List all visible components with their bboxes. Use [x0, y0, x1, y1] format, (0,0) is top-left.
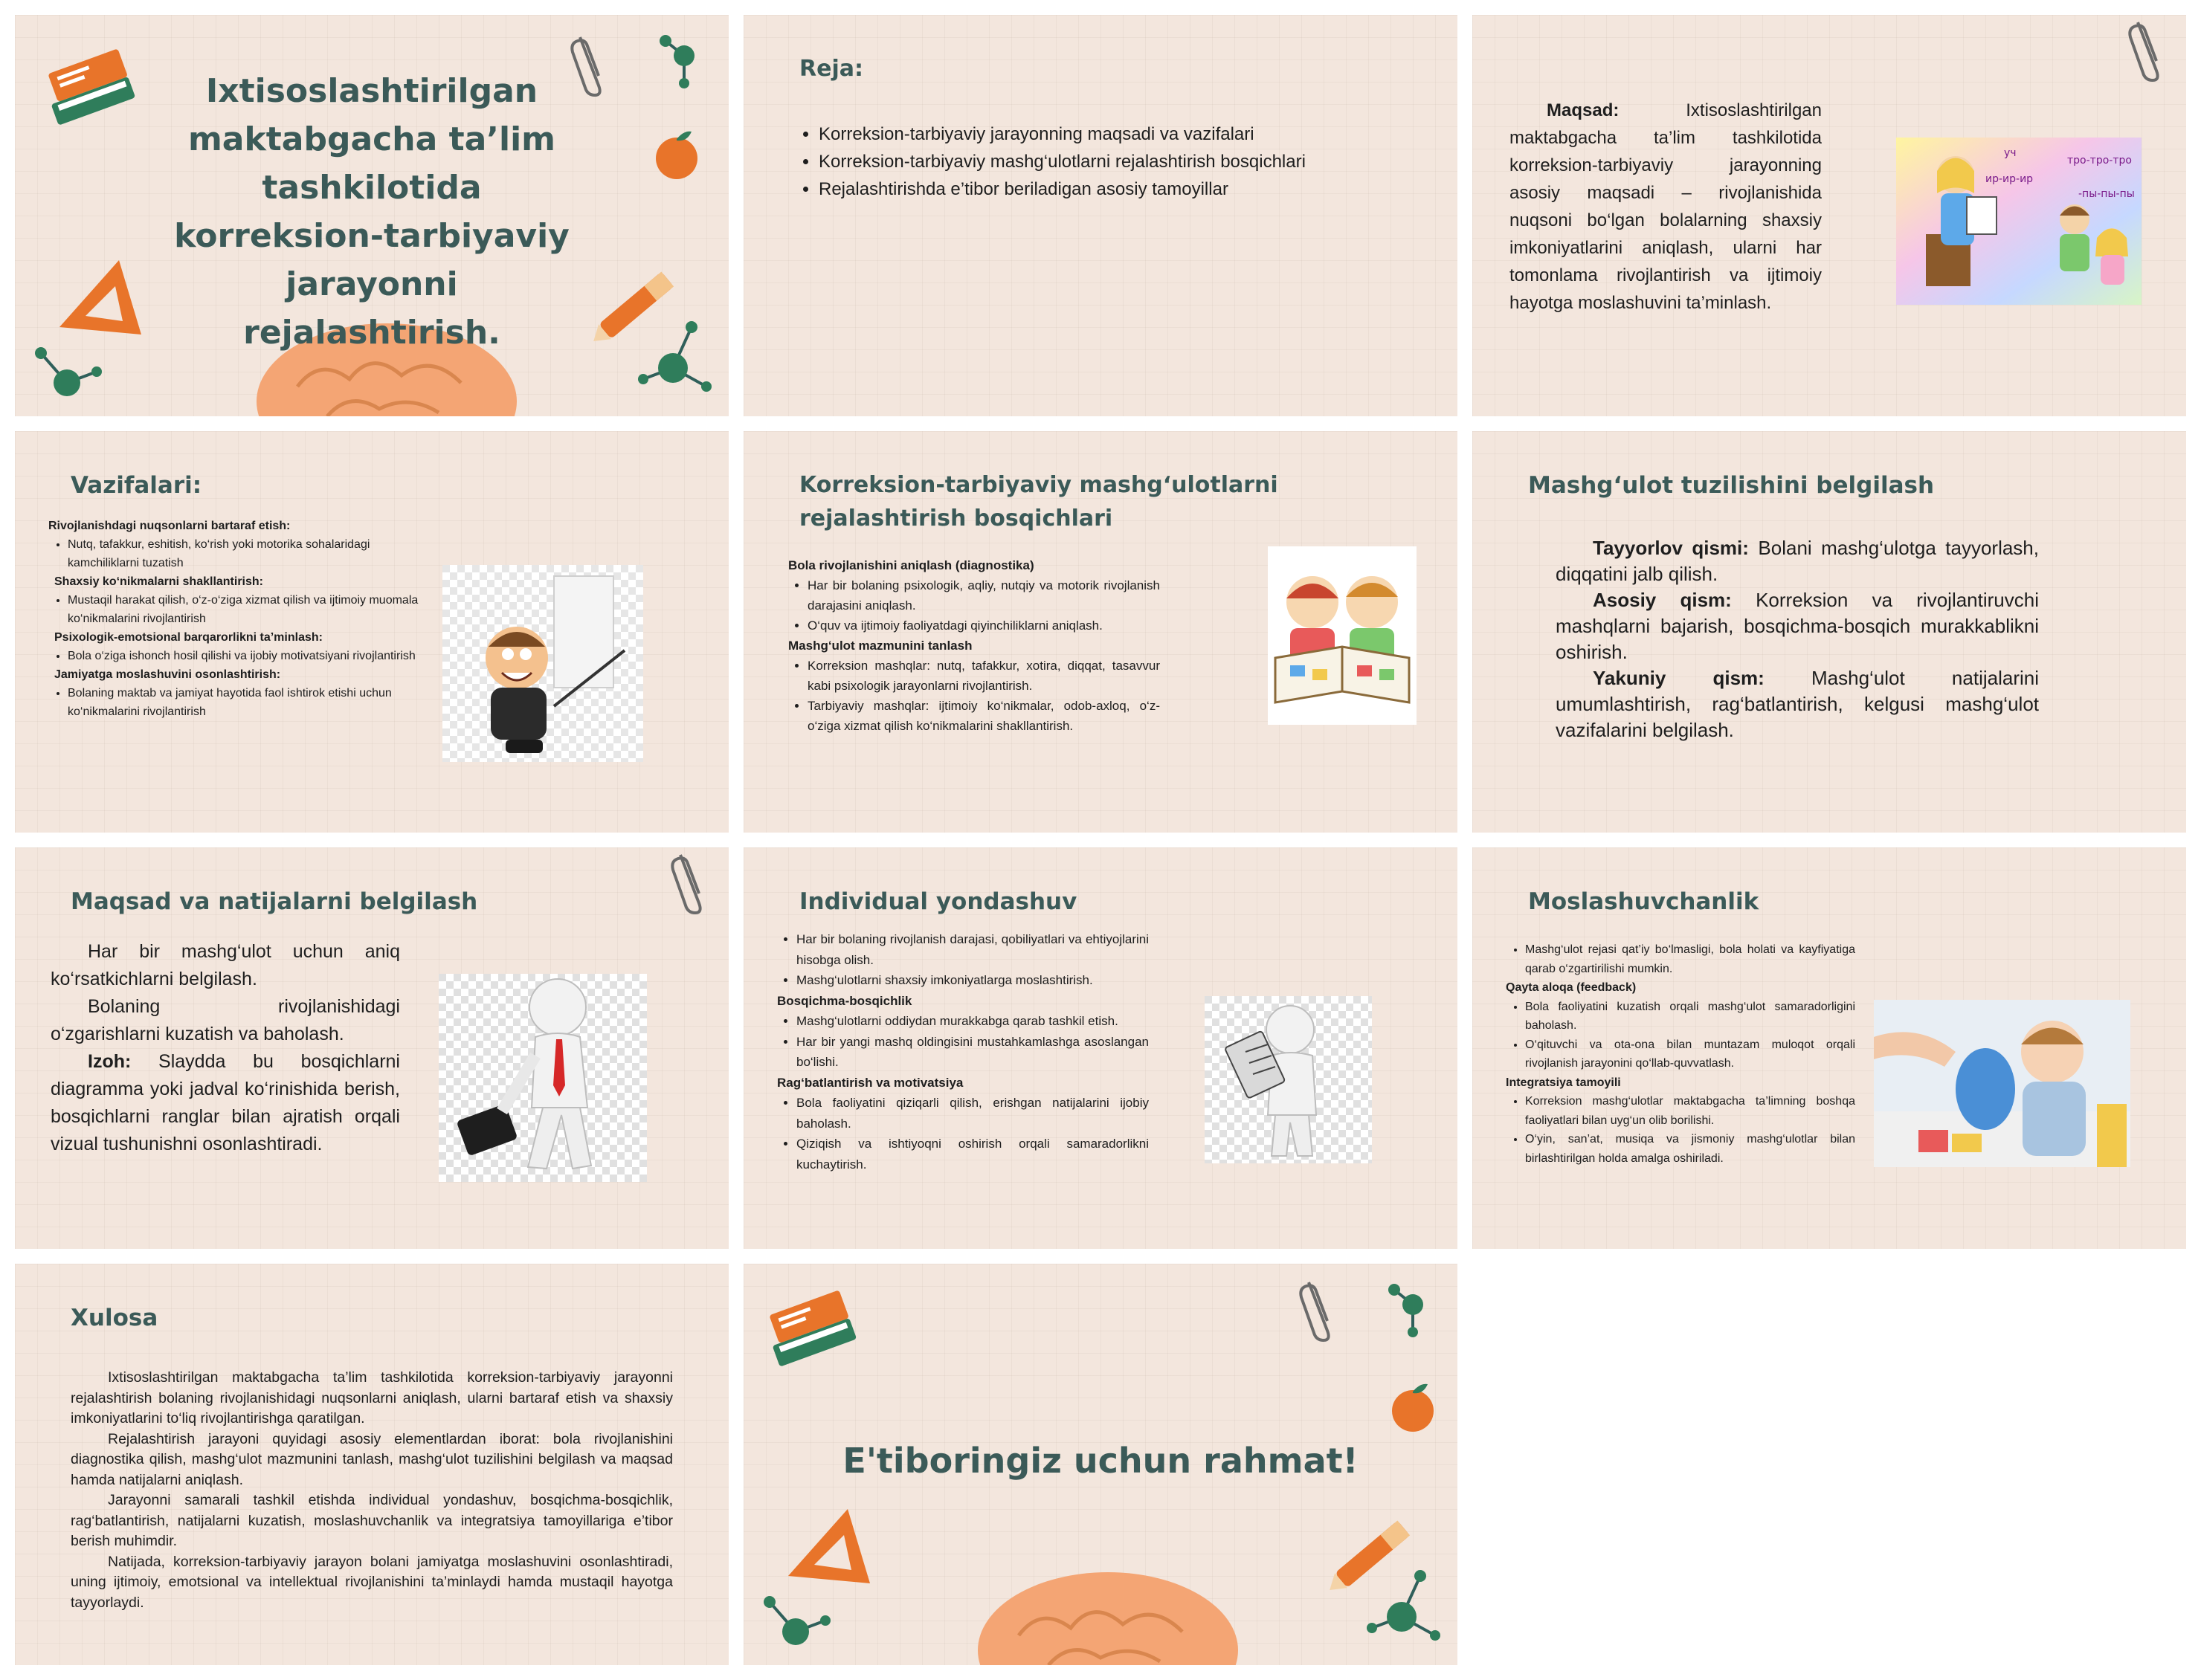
slide-heading: Individual yondashuv: [799, 888, 1077, 915]
task-group-title: Rivojlanishdagi nuqsonlarni bartaraf etish:: [48, 520, 291, 532]
clipboard-figure-illustration: [1205, 996, 1372, 1163]
part-label: Tayyorlov qismi:: [1593, 537, 1749, 559]
goals-block: [51, 938, 400, 1158]
teacher-children-illustration: [1896, 138, 2142, 305]
part-text: Korreksion va rivojlantiruvchi mashqlarni bajarish, bosqichma-bosqich murakkablikni oshirish.: [1556, 589, 2039, 663]
list-item: • Mustaqil harakat qilish, o‘z-o‘ziga xizmat qilish va ijtimoiy muomala ko‘nikmalarini rivojlantirish: [68, 591, 420, 628]
paperclip-icon: [2127, 15, 2171, 82]
list-item: • Korreksion mashqlar: nutq, tafakkur, xotira, diqqat, tasavvur kabi psixologik jarayonlarni rivojlantirish.: [808, 656, 1160, 696]
thanks-title: E'tiboringiz uchun rahmat!: [842, 1441, 1359, 1481]
principle-title: Qayta aloqa (feedback): [1506, 981, 1637, 994]
list-item: • Korreksion-tarbiyaviy jarayonning maqsadi va vazifalari: [819, 120, 1443, 148]
tasks-block: [48, 517, 420, 721]
image-label: тро-тро-тро: [2067, 155, 2132, 167]
list-item: • Korreksion mashg‘ulotlar maktabgacha ta’limning boshqa faoliyatlari bilan uyg‘un olib borilishi.: [1525, 1092, 1855, 1130]
list-item: • Korreksion-tarbiyaviy mashg‘ulotlarni rejalashtirish bosqichlari: [819, 148, 1443, 175]
list-item: • Har bir bolaning rivojlanish darajasi, qobiliyatlari va ehtiyojlarini hisobga olish.: [796, 929, 1149, 970]
teacher-pointer-illustration: [442, 565, 643, 762]
image-label: ир-ир-ир: [1985, 173, 2034, 185]
paragraph: Natijada, korreksion-tarbiyaviy jarayon bolani jamiyatga moslashuvini osonlashtiradi, uning ijtimoiy, emotsional va intellektual rivojlanishini ta’minlaydi hamda mustaqil hayotga tayyorlaydi.: [71, 1553, 673, 1611]
slide-heading: Mashg‘ulot tuzilishini belgilash: [1528, 472, 1935, 499]
paperclip-icon: [1298, 1275, 1342, 1342]
paragraph: Bolaning rivojlanishidagi o‘zgarishlarni kuzatish va baholash.: [51, 996, 400, 1044]
task-group-title: Psixologik-emotsional barqarorlikni ta’minlash:: [54, 631, 323, 644]
list-item: • O‘yin, san’at, musiqa va jismoniy mashg‘ulotlar bilan birlashtirilgan holda amalga oshiriladi.: [1525, 1130, 1855, 1168]
books-icon: [762, 1279, 866, 1383]
slide-maqsad[interactable]: [1472, 15, 2186, 416]
slide-moslashuvchanlik[interactable]: [1472, 847, 2186, 1249]
slide-bosqichlar[interactable]: [744, 431, 1457, 833]
paragraph: Ixtisoslashtirilgan maktabgacha ta’lim tashkilotida korreksion-tarbiyaviy jarayonni rejalashtirish bolaning rivojlanishidagi nuqsonlarni aniqlash, ularni bartaraf etish va shaxsiy imkoniyatlarini to‘liq rivojlantirishga qaratilgan.: [71, 1369, 673, 1427]
image-label: уч: [2004, 147, 2017, 159]
slide-heading: Xulosa: [71, 1305, 158, 1331]
list-item: • Bola o‘ziga ishonch hosil qilishi va ijobiy motivatsiyani rivojlantirish: [68, 647, 420, 665]
brain-icon: [974, 1568, 1242, 1665]
slide-tuzilish[interactable]: [1472, 431, 2186, 833]
list-item: • Bola faoliyatini kuzatish orqali mashg‘ulot samaradorligini baholash.: [1525, 998, 1855, 1036]
goal-label: Maqsad:: [1547, 100, 1620, 120]
slide-xulosa[interactable]: [15, 1264, 729, 1665]
goal-text: Ixtisoslashtirilgan maktabgacha ta’lim tashkilotida korreksion-tarbiyaviy jarayonning asosiy maqsadi – rivojlanishida nuqsoni bo‘lgan bolalarning shaxsiy imkoniyatlarini aniqlash, ularni har tomonlama rivojlantirish va ijtimoiy hayotga moslashuvini ta’minlash.: [1509, 100, 1822, 313]
paragraph: Jarayonni samarali tashkil etishda individual yondashuv, bosqichma-bosqichlik, rag‘batlantirish, natijalarni kuzatish, moslashuvchanlik va integratsiya tamoyillariga e’tibor berish muhimdir.: [71, 1492, 673, 1549]
individual-block: [777, 929, 1149, 1175]
principle-title: Rag‘batlantirish va motivatsiya: [777, 1075, 964, 1090]
list-item: • Har bir yangi mashq oldingisini mustahkamlashga asoslangan bo‘lishi.: [796, 1032, 1149, 1073]
list-item: • Mashg‘ulotlarni shaxsiy imkoniyatlarga moslashtirish.: [796, 970, 1149, 991]
structure-block: [1556, 535, 2039, 743]
task-group-title: Shaxsiy ko‘nikmalarni shakllantirish:: [54, 575, 263, 588]
kids-reading-illustration: [1268, 546, 1417, 725]
slide-heading: Maqsad va natijalarni belgilash: [71, 888, 478, 915]
list-item: • Nutq, tafakkur, eshitish, ko‘rish yoki motorika sohalaridagi kamchiliklarni tuzatish: [68, 535, 420, 572]
molecule-icon: [632, 312, 721, 401]
part-text: Bolani mashg‘ulotga tayyorlash, diqqatini jalb qilish.: [1556, 537, 2039, 585]
note-label: Izoh:: [88, 1051, 132, 1072]
slide-maqsad-natija[interactable]: [15, 847, 729, 1249]
paperclip-icon: [669, 847, 714, 914]
slide-heading: Korreksion-tarbiyaviy mashg‘ulotlarni rejalashtirish bosqichlari: [799, 472, 1278, 532]
principle-title: Bosqichma-bosqichlik: [777, 993, 912, 1008]
molecule-icon: [26, 342, 108, 416]
slide-reja[interactable]: [744, 15, 1457, 416]
list-item: • Mashg‘ulotlarni oddiydan murakkabga qarab tashkil etish.: [796, 1011, 1149, 1032]
slide-heading: Moslashuvchanlik: [1528, 888, 1759, 915]
molecule-icon: [1379, 1279, 1446, 1345]
triangle-ruler-icon: [781, 1502, 877, 1591]
task-group-title: Jamiyatga moslashuvini osonlashtirish:: [54, 668, 281, 681]
list-item: • Rejalashtirishda e’tibor beriladigan asosiy tamoyillar: [819, 175, 1443, 203]
list-item: • O‘quv va ijtimoiy faoliyatdagi qiyinchiliklarni aniqlash.: [808, 616, 1160, 636]
stages-block: [788, 555, 1160, 736]
flexibility-block: [1506, 940, 1855, 1168]
slide-title[interactable]: [15, 15, 729, 416]
part-text: Mashg‘ulot natijalarini umumlashtirish, rag‘batlantirish, kelgusi mashg‘ulot vazifalarini belgilash.: [1556, 667, 2039, 741]
principle-title: Integratsiya tamoyili: [1506, 1076, 1621, 1089]
apple-icon: [1390, 1375, 1443, 1435]
slide-vazifalari[interactable]: [15, 431, 729, 833]
list-item: • O‘qituvchi va ota-ona bilan muntazam muloqot orqali rivojlanish jarayonini qo‘llab-quvvatlash.: [1525, 1036, 1855, 1073]
note-text: Slaydda bu bosqichlarni diagramma yoki jadval ko‘rinishida berish, bosqichlarni ranglar bilan ajratish orqali vizual tushunishni osonlashtiradi.: [51, 1051, 400, 1154]
part-label: Yakuniy qism:: [1593, 667, 1765, 689]
molecule-icon: [651, 30, 718, 97]
slide-title-text: Ixtisoslashtirilgan maktabgacha ta’lim tashkilotida korreksion-tarbiyaviy jarayonni rejalashtirish.: [174, 72, 570, 352]
triangle-ruler-icon: [52, 253, 149, 342]
paragraph: Rejalashtirish jarayoni quyidagi asosiy elementlardan iborat: bola rivojlanishini diagnostika qilish, mashg‘ulot mazmunini tanlash, mashg‘ulot tuzilishini belgilash va maqsad hamda natijalarni aniqlash.: [71, 1430, 673, 1488]
plan-list: [799, 120, 1443, 203]
businessman-illustration: [439, 974, 647, 1182]
child-playing-photo: [1874, 1000, 2130, 1167]
list-item: • Qiziqish va ishtiyoqni oshirish orqali samaradorlikni kuchaytirish.: [796, 1134, 1149, 1175]
goal-paragraph: [1509, 97, 1822, 317]
list-item: • Mashg‘ulot rejasi qat’iy bo‘lmasligi, bola holati va kayfiyatiga qarab o‘zgartirilishi mumkin.: [1525, 940, 1855, 978]
molecule-icon: [755, 1591, 837, 1665]
image-label: -пы-пы-пы: [2078, 188, 2135, 200]
apple-icon: [654, 123, 706, 182]
list-item: • Har bir bolaning psixologik, aqliy, nutqiy va motorik rivojlanish darajasini aniqlash.: [808, 575, 1160, 616]
list-item: • Bola faoliyatini qiziqarli qilish, erishgan natijalarini ijobiy baholash.: [796, 1093, 1149, 1134]
part-label: Asosiy qism:: [1593, 589, 1732, 611]
paragraph: Har bir mashg‘ulot uchun aniq ko‘rsatkichlarni belgilash.: [51, 941, 400, 989]
slide-individual[interactable]: [744, 847, 1457, 1249]
slide-heading: Reja:: [799, 56, 863, 82]
slide-heading: Vazifalari:: [71, 472, 202, 499]
stage-title: Mashg‘ulot mazmunini tanlash: [788, 639, 973, 653]
slide-thanks[interactable]: [744, 1264, 1457, 1665]
list-item: • Tarbiyaviy mashqlar: ijtimoiy ko‘nikmalar, odob-axloq, o‘z-o‘ziga xizmat qilish ko‘nikmalarini shakllantirish.: [808, 696, 1160, 736]
books-icon: [41, 37, 145, 141]
stage-title: Bola rivojlanishini aniqlash (diagnostika): [788, 558, 1034, 572]
molecule-icon: [1361, 1561, 1450, 1650]
conclusion-block: [71, 1368, 673, 1613]
list-item: • Bolaning maktab va jamiyat hayotida faol ishtirok etishi uchun ko‘nikmalarini rivojlantirish: [68, 684, 420, 721]
